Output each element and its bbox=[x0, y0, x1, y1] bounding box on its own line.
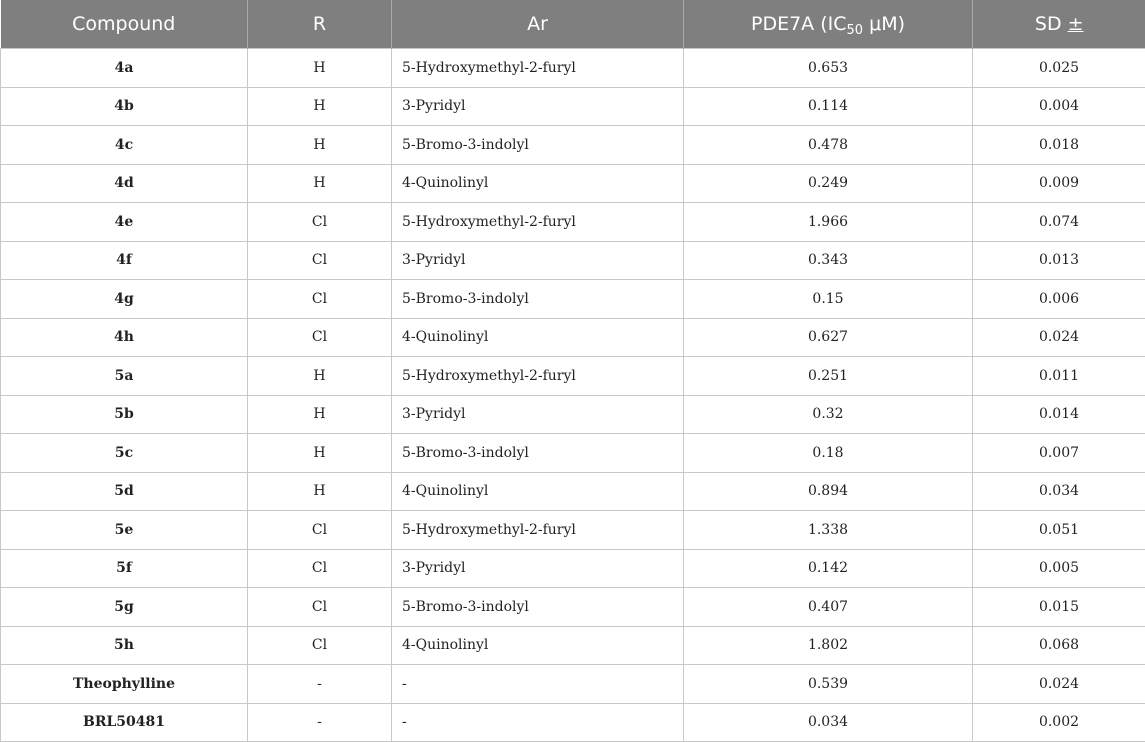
cell-r: Cl bbox=[248, 626, 392, 665]
cell-ic50: 0.653 bbox=[684, 49, 973, 88]
cell-r: Cl bbox=[248, 588, 392, 627]
table-row bbox=[1, 87, 1145, 126]
cell-r: H bbox=[248, 357, 392, 396]
cell-r: H bbox=[248, 434, 392, 473]
header-sd bbox=[973, 0, 1145, 49]
cell-r: - bbox=[248, 703, 392, 742]
cell-ic50: 0.407 bbox=[684, 588, 973, 627]
table-row bbox=[1, 472, 1145, 511]
cell-ic50: 0.142 bbox=[684, 549, 973, 588]
cell-ic50: 0.478 bbox=[684, 126, 973, 165]
cell-sd: 0.005 bbox=[973, 549, 1145, 588]
cell-compound: 5f bbox=[1, 549, 248, 588]
cell-ar: 3-Pyridyl bbox=[392, 87, 684, 126]
cell-ic50: 0.114 bbox=[684, 87, 973, 126]
cell-ar: 5-Bromo-3-indolyl bbox=[392, 280, 684, 319]
cell-r: H bbox=[248, 126, 392, 165]
cell-r: H bbox=[248, 164, 392, 203]
cell-compound: 5c bbox=[1, 434, 248, 473]
table-row bbox=[1, 665, 1145, 704]
cell-ar: 3-Pyridyl bbox=[392, 549, 684, 588]
cell-compound: 4f bbox=[1, 241, 248, 280]
header-ar: Ar bbox=[392, 0, 684, 49]
cell-compound: 4e bbox=[1, 203, 248, 242]
cell-r: - bbox=[248, 665, 392, 704]
cell-sd: 0.068 bbox=[973, 626, 1145, 665]
cell-ic50: 1.338 bbox=[684, 511, 973, 550]
header-pde7a-prefix: PDE7A (IC bbox=[751, 13, 847, 35]
cell-ic50: 0.18 bbox=[684, 434, 973, 473]
cell-ic50: 1.802 bbox=[684, 626, 973, 665]
table-row bbox=[1, 395, 1145, 434]
table-row bbox=[1, 49, 1145, 88]
cell-sd: 0.014 bbox=[973, 395, 1145, 434]
cell-compound: 4d bbox=[1, 164, 248, 203]
cell-ic50: 0.32 bbox=[684, 395, 973, 434]
cell-compound: 5h bbox=[1, 626, 248, 665]
cell-ar: 3-Pyridyl bbox=[392, 395, 684, 434]
cell-sd: 0.013 bbox=[973, 241, 1145, 280]
cell-ar: - bbox=[392, 665, 684, 704]
cell-ar: - bbox=[392, 703, 684, 742]
table-row bbox=[1, 434, 1145, 473]
cell-sd: 0.025 bbox=[973, 49, 1145, 88]
cell-r: H bbox=[248, 395, 392, 434]
cell-ar: 5-Bromo-3-indolyl bbox=[392, 434, 684, 473]
header-row bbox=[1, 0, 1145, 49]
cell-r: H bbox=[248, 472, 392, 511]
table-row bbox=[1, 511, 1145, 550]
cell-ar: 4-Quinolinyl bbox=[392, 472, 684, 511]
cell-r: Cl bbox=[248, 318, 392, 357]
cell-ar: 5-Bromo-3-indolyl bbox=[392, 126, 684, 165]
cell-compound: BRL50481 bbox=[1, 703, 248, 742]
header-pde7a-subscript: 50 bbox=[847, 23, 864, 38]
table-row bbox=[1, 241, 1145, 280]
cell-ar: 5-Hydroxymethyl-2-furyl bbox=[392, 203, 684, 242]
cell-ar: 3-Pyridyl bbox=[392, 241, 684, 280]
cell-ic50: 0.15 bbox=[684, 280, 973, 319]
cell-ic50: 1.966 bbox=[684, 203, 973, 242]
table-row bbox=[1, 357, 1145, 396]
cell-r: Cl bbox=[248, 280, 392, 319]
cell-ic50: 0.249 bbox=[684, 164, 973, 203]
cell-sd: 0.051 bbox=[973, 511, 1145, 550]
cell-compound: 4b bbox=[1, 87, 248, 126]
table-row bbox=[1, 588, 1145, 627]
cell-sd: 0.024 bbox=[973, 665, 1145, 704]
header-sd-symbol: ± bbox=[1068, 13, 1084, 35]
cell-compound: 4g bbox=[1, 280, 248, 319]
cell-compound: 5b bbox=[1, 395, 248, 434]
cell-compound: 4c bbox=[1, 126, 248, 165]
cell-r: H bbox=[248, 87, 392, 126]
cell-ar: 4-Quinolinyl bbox=[392, 626, 684, 665]
cell-ic50: 0.251 bbox=[684, 357, 973, 396]
cell-compound: 5e bbox=[1, 511, 248, 550]
cell-ic50: 0.034 bbox=[684, 703, 973, 742]
cell-r: Cl bbox=[248, 511, 392, 550]
table-row bbox=[1, 126, 1145, 165]
header-pde7a bbox=[684, 0, 973, 49]
table-row bbox=[1, 549, 1145, 588]
cell-sd: 0.018 bbox=[973, 126, 1145, 165]
header-compound: Compound bbox=[1, 0, 248, 49]
cell-compound: 5a bbox=[1, 357, 248, 396]
table-row bbox=[1, 318, 1145, 357]
header-r: R bbox=[248, 0, 392, 49]
cell-r: Cl bbox=[248, 241, 392, 280]
header-sd-label: SD bbox=[1035, 13, 1068, 35]
cell-sd: 0.007 bbox=[973, 434, 1145, 473]
cell-ar: 4-Quinolinyl bbox=[392, 164, 684, 203]
cell-sd: 0.006 bbox=[973, 280, 1145, 319]
cell-sd: 0.011 bbox=[973, 357, 1145, 396]
cell-ar: 4-Quinolinyl bbox=[392, 318, 684, 357]
cell-ic50: 0.539 bbox=[684, 665, 973, 704]
cell-sd: 0.015 bbox=[973, 588, 1145, 627]
cell-ic50: 0.627 bbox=[684, 318, 973, 357]
cell-sd: 0.009 bbox=[973, 164, 1145, 203]
cell-sd: 0.034 bbox=[973, 472, 1145, 511]
cell-r: H bbox=[248, 49, 392, 88]
cell-ic50: 0.894 bbox=[684, 472, 973, 511]
cell-compound: 4a bbox=[1, 49, 248, 88]
cell-r: Cl bbox=[248, 549, 392, 588]
cell-sd: 0.024 bbox=[973, 318, 1145, 357]
cell-sd: 0.004 bbox=[973, 87, 1145, 126]
cell-compound: 5d bbox=[1, 472, 248, 511]
table-row bbox=[1, 280, 1145, 319]
cell-compound: 4h bbox=[1, 318, 248, 357]
header-pde7a-suffix: μM) bbox=[863, 13, 905, 35]
cell-ar: 5-Hydroxymethyl-2-furyl bbox=[392, 49, 684, 88]
table-row bbox=[1, 164, 1145, 203]
cell-compound: Theophylline bbox=[1, 665, 248, 704]
table-row bbox=[1, 703, 1145, 742]
cell-compound: 5g bbox=[1, 588, 248, 627]
table-row bbox=[1, 626, 1145, 665]
cell-sd: 0.002 bbox=[973, 703, 1145, 742]
cell-r: Cl bbox=[248, 203, 392, 242]
cell-ar: 5-Bromo-3-indolyl bbox=[392, 588, 684, 627]
cell-ic50: 0.343 bbox=[684, 241, 973, 280]
table-row bbox=[1, 203, 1145, 242]
cell-ar: 5-Hydroxymethyl-2-furyl bbox=[392, 511, 684, 550]
cell-sd: 0.074 bbox=[973, 203, 1145, 242]
cell-ar: 5-Hydroxymethyl-2-furyl bbox=[392, 357, 684, 396]
